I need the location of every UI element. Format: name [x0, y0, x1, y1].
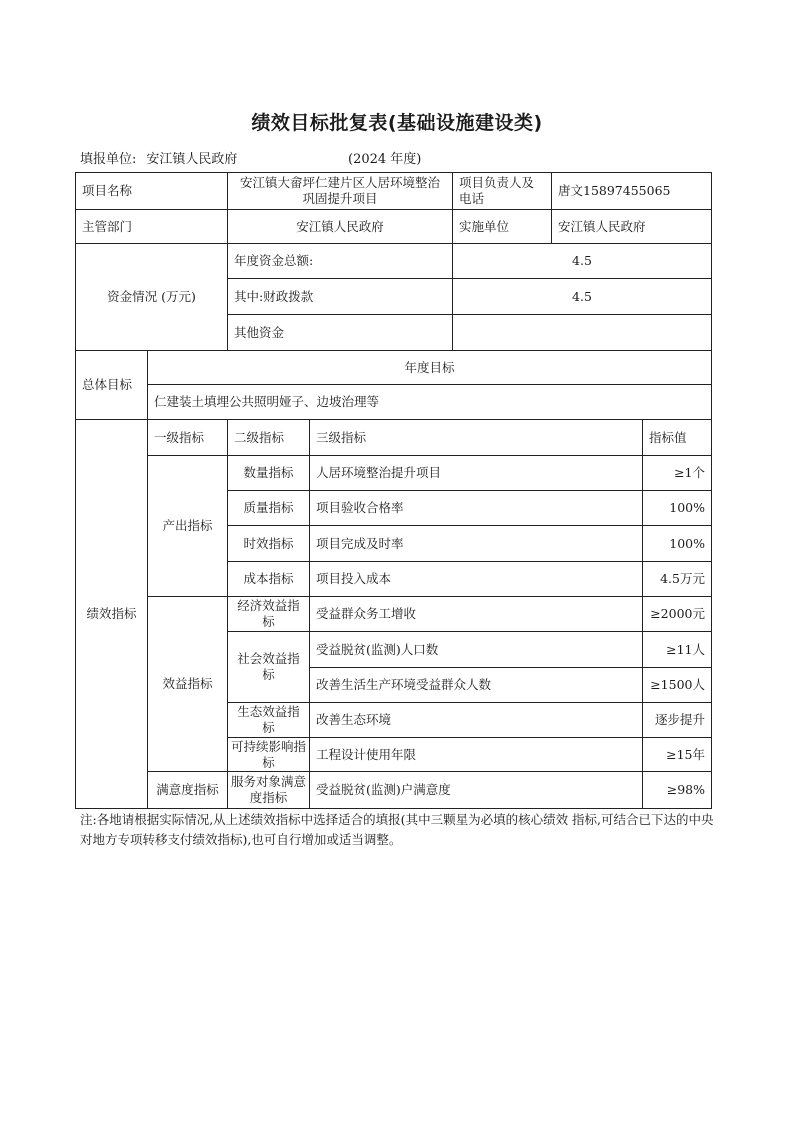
- report-year: (2024 年度): [348, 152, 422, 167]
- perf-header-value: 指标值: [642, 419, 712, 456]
- funds-total-value: 4.5: [452, 243, 712, 279]
- funds-fiscal-label: 其中:财政拨款: [227, 278, 453, 315]
- impl-label: 实施单位: [452, 209, 552, 244]
- row-l3: 改善生态环境: [309, 702, 643, 738]
- row-value: 100%: [642, 490, 712, 526]
- row-l2-social: 社会效益指标: [227, 631, 310, 703]
- benefit-indicator-label: 效益指标: [147, 596, 228, 772]
- row-l3: 受益群众务工增收: [309, 596, 643, 632]
- row-value: 4.5万元: [642, 561, 712, 597]
- row-l2: 数量指标: [227, 455, 310, 491]
- dept-label: 主管部门: [75, 209, 228, 244]
- row-value: ≥15年: [642, 737, 712, 772]
- row-l3: 工程设计使用年限: [309, 737, 643, 772]
- row-value: ≥1500人: [642, 667, 712, 703]
- row-l2: 可持续影响指标: [227, 737, 310, 772]
- perf-label: 绩效指标: [75, 419, 148, 809]
- funds-total-label: 年度资金总额:: [227, 243, 453, 279]
- satisfaction-indicator-label: 满意度指标: [147, 771, 228, 809]
- perf-header-l3: 三级指标: [309, 419, 643, 456]
- row-l2: 成本指标: [227, 561, 310, 597]
- row-value: 逐步提升: [642, 702, 712, 738]
- row-l3: 受益脱贫(监测)户满意度: [309, 771, 643, 809]
- project-leader-label: 项目负责人及电话: [452, 172, 552, 210]
- row-l2: 服务对象满意度指标: [227, 771, 310, 809]
- row-value: ≥11人: [642, 631, 712, 668]
- project-name-value: 安江镇大畲坪仁建片区人居环境整治巩固提升项目: [227, 172, 453, 210]
- funds-label: 资金情况 (万元): [75, 243, 228, 351]
- page-title: 绩效目标批复表(基础设施建设类): [251, 112, 543, 134]
- row-l2: 经济效益指标: [227, 596, 310, 632]
- output-indicator-label: 产出指标: [147, 455, 228, 597]
- project-leader-value: 唐文15897455065: [551, 172, 712, 210]
- dept-value: 安江镇人民政府: [227, 209, 453, 244]
- row-value: ≥98%: [642, 771, 712, 809]
- perf-header-l2: 二级指标: [227, 419, 310, 456]
- funds-other-value: [452, 314, 712, 351]
- row-value: ≥2000元: [642, 596, 712, 632]
- footnote: 注:各地请根据实际情况,从上述绩效指标中选择适合的填报(其中三颗星为必填的核心绩效 指标,可结合已下达的中央对地方专项转移支付绩效指标),也可自行增加或适当调整。: [80, 812, 714, 847]
- goal-label: 总体目标: [75, 350, 148, 420]
- row-l2: 时效指标: [227, 525, 310, 562]
- row-l2: 生态效益指标: [227, 702, 310, 738]
- row-l3: 项目投入成本: [309, 561, 643, 597]
- row-l3: 受益脱贫(监测)人口数: [309, 631, 643, 668]
- fill-unit: [80, 148, 237, 167]
- impl-value: 安江镇人民政府: [551, 209, 712, 244]
- goal-text: 仁建装土填埋公共照明娅子、边坡治理等: [147, 384, 712, 420]
- row-l3: 人居环境整治提升项目: [309, 455, 643, 491]
- funds-other-label: 其他资金: [227, 314, 453, 351]
- row-l2: 质量指标: [227, 490, 310, 526]
- funds-fiscal-value: 4.5: [452, 278, 712, 315]
- row-value: ≥1个: [642, 455, 712, 491]
- project-name-label: 项目名称: [75, 172, 228, 210]
- row-l3: 改善生活生产环境受益群众人数: [309, 667, 643, 703]
- fill-unit-label: 填报单位:: [80, 152, 137, 167]
- perf-header-l1: 一级指标: [147, 419, 228, 456]
- fill-unit-value: 安江镇人民政府: [146, 152, 238, 167]
- row-l3: 项目验收合格率: [309, 490, 643, 526]
- goal-header: 年度目标: [147, 350, 712, 385]
- row-l3: 项目完成及时率: [309, 525, 643, 562]
- row-value: 100%: [642, 525, 712, 562]
